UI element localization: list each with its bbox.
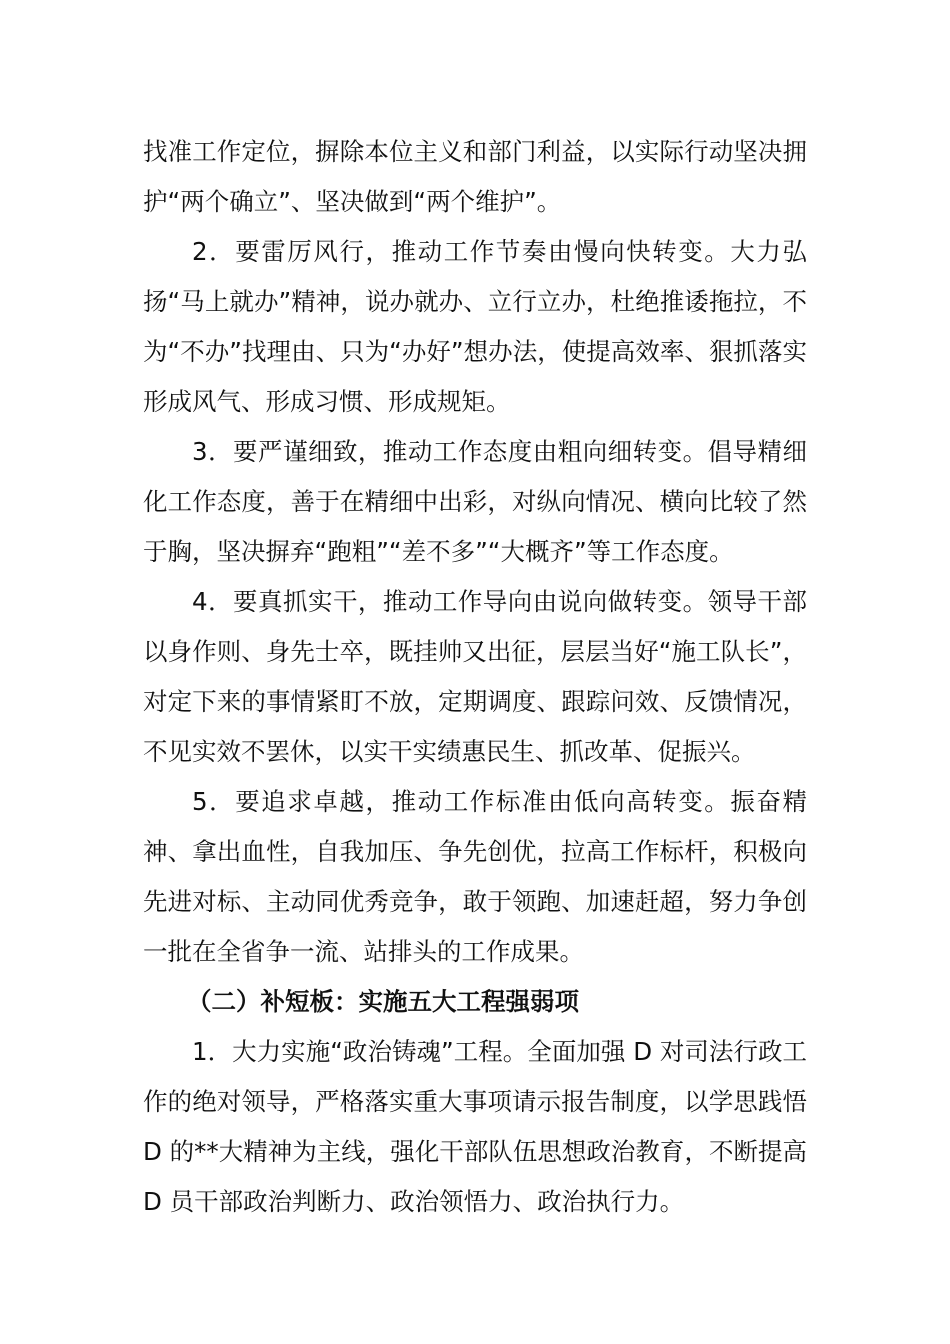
paragraph-item-2: 2．要雷厉风行，推动工作节奏由慢向快转变。大力弘扬“马上就办”精神，说办就办、立行立办，杜绝推诿拖拉，不为“不办”找理由、只为“办好”想办法，使提高效率、狠抓落实形成风气、形成习惯、形成规矩。 bbox=[143, 237, 807, 416]
paragraph-item-5: 5．要追求卓越，推动工作标准由低向高转变。振奋精神、拿出血性，自我加压、争先创优，拉高工作标杆，积极向先进对标、主动同优秀竞争，敢于领跑、加速赶超，努力争创一批在全省争一流、站排头的工作成果。 bbox=[143, 787, 807, 966]
paragraph-item-3: 3．要严谨细致，推动工作态度由粗向细转变。倡导精细化工作态度，善于在精细中出彩，对纵向情况、横向比较了然于胸，坚决摒弃“跑粗”“差不多”“大概齐”等工作态度。 bbox=[143, 437, 807, 566]
paragraph-continuation: 找准工作定位，摒除本位主义和部门利益，以实际行动坚决拥护“两个确立”、坚决做到“两个维护”。 bbox=[143, 137, 807, 216]
document-body bbox=[143, 127, 807, 1227]
section-paragraph-1: 1．大力实施“政治铸魂”工程。全面加强 D 对司法行政工作的绝对领导，严格落实重大事项请示报告制度，以学思践悟 D 的**大精神为主线，强化干部队伍思想政治教育，不断提高 D 员干部政治判断力、政治领悟力、政治执行力。 bbox=[143, 1037, 807, 1216]
section-heading: （二）补短板：实施五大工程强弱项 bbox=[187, 987, 579, 1016]
paragraph-item-4: 4．要真抓实干，推动工作导向由说向做转变。领导干部以身作则、身先士卒，既挂帅又出征，层层当好“施工队长”，对定下来的事情紧盯不放，定期调度、跟踪问效、反馈情况，不见实效不罢休，以实干实绩惠民生、抓改革、促振兴。 bbox=[143, 587, 807, 766]
